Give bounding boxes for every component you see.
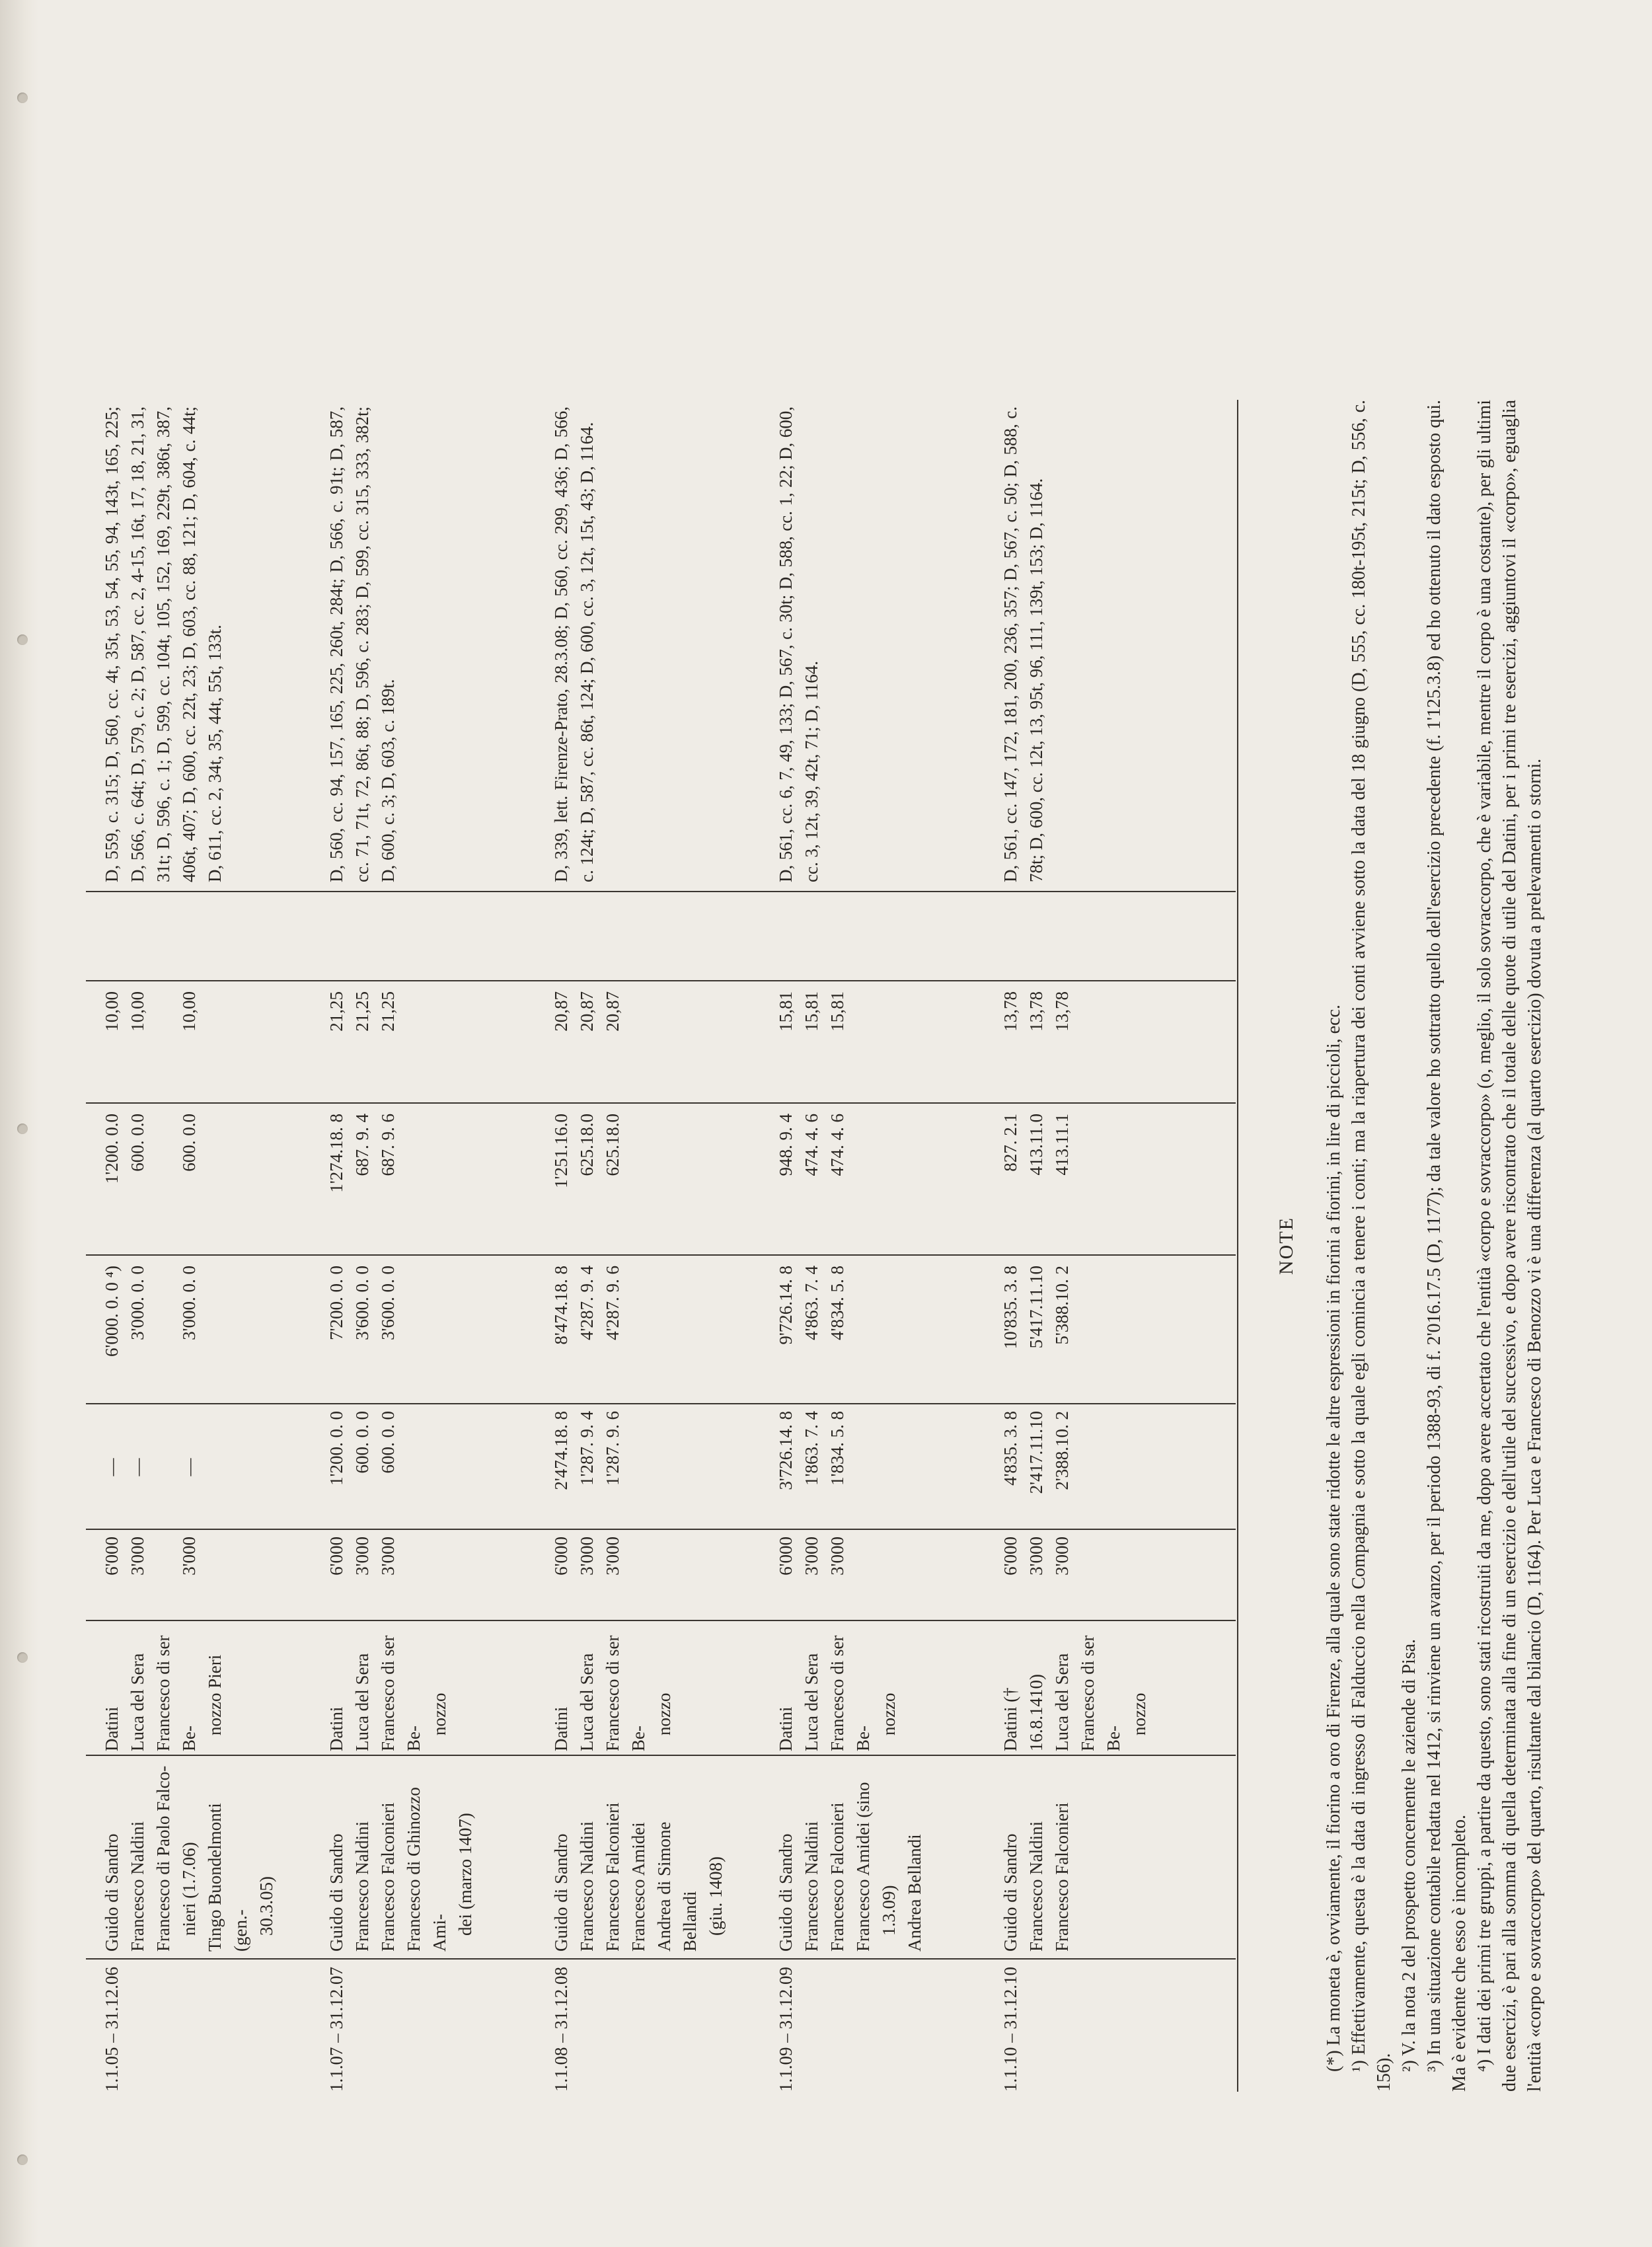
partner-name: Tingo Buondelmonti (gen.- — [205, 1803, 250, 1952]
value: 625.18.0 — [603, 1114, 622, 1176]
percent-column — [548, 991, 626, 1097]
value: 13,78 — [1026, 991, 1046, 1032]
note-item: ¹) Effettivamente, questa è la data di ingresso di Falduccio nella Compagnia e sotto la quale egli comincia a tenere i conti; ma la riapertura dei conti avviene sotto la data del 18 giugno (D, 555, cc. 180t-195t, 215t; D, 556, c. 156). — [1349, 400, 1394, 2092]
value: 3'000 — [827, 1537, 847, 1576]
role-name: nozzo — [430, 1693, 449, 1735]
utile-column — [324, 1114, 401, 1246]
note-item: ³) In una situazione contabile redatta nel 1412, si rinviene un avanzo, per il periodo 1388-93, di f. 2'016.17.5 (D, 1177); da tale valore ho sottratto quello dell'esercizio precedente (f. 1'125.3.8) ed ho ottenuto il dato esposto qui. Ma è evidente che esso è incompleto. — [1424, 400, 1470, 2092]
notes-heading: NOTE — [1275, 1217, 1297, 1275]
value: — — [102, 1458, 122, 1476]
value: 13,78 — [1000, 991, 1020, 1032]
binding-hole — [17, 2154, 28, 2165]
value: 474. 4. 6 — [802, 1114, 821, 1176]
source-references: D, 559, c. 315; D, 560, cc. 4t, 35t, 53, 54, 55, 94, 143t, 165, 225; D, 566, c. 64t; D, 579, c. 2; D, 587, cc. 2, 4-15, 16t, 17, 18, 21, 31, 31t; D, 596, c. 1; D, 599, cc. 104t, 105, 152, 169, 229t, 386t, 387, 406t, 407; D, 600, cc. 22t, 23; D, 603, cc. 88, 121; D, 604, c. 44t; D, 611, cc. 2, 34t, 35, 44t, 55t, 133t. — [102, 406, 225, 882]
value: 687. 9. 4 — [352, 1114, 372, 1176]
value: 2'388.10. 2 — [1052, 1411, 1072, 1490]
value: 6'000. 0. 0 ⁴) — [102, 1266, 122, 1357]
role-name: Francesco di ser Be- — [603, 1635, 648, 1751]
role-name: Luca del Sera — [352, 1653, 372, 1751]
value: 3'000 — [352, 1537, 372, 1576]
roles-list — [998, 1619, 1152, 1751]
partner-name: Francesco di Paolo Falco- — [153, 1765, 173, 1952]
value: 4'287. 9. 4 — [577, 1266, 597, 1340]
value: 15,81 — [802, 991, 821, 1032]
partner-name: nieri (1.7.06) — [179, 1842, 199, 1936]
partner-name: Andrea Bellandi — [905, 1834, 924, 1952]
column-rule — [86, 1254, 1236, 1256]
value: 20,87 — [577, 991, 597, 1032]
role-name: Datini († 16.8.1410) — [1000, 1674, 1046, 1751]
value: 3'000 — [179, 1537, 199, 1576]
value: 1'834. 5. 8 — [827, 1411, 847, 1486]
roles-list — [548, 1619, 677, 1751]
total-column — [99, 1266, 202, 1398]
role-name: Datini — [551, 1706, 571, 1751]
partner-name: Francesco Amidei — [628, 1822, 648, 1952]
value: 21,25 — [352, 991, 372, 1032]
value: 600. 0. 0 — [378, 1411, 398, 1474]
column-rule — [86, 1102, 1236, 1104]
value: 3'000 — [603, 1537, 622, 1576]
value: 1'287. 9. 6 — [603, 1411, 622, 1486]
partner-name: Francesco Naldini — [1026, 1821, 1046, 1952]
value: 600. 0.0 — [179, 1114, 199, 1172]
value: 6'000 — [326, 1537, 346, 1576]
role-name: nozzo — [1129, 1693, 1149, 1735]
notes-section — [1322, 400, 1548, 2092]
partner-name: 30.3.05) — [256, 1876, 276, 1936]
value: 10,00 — [179, 991, 199, 1032]
roles-list — [324, 1619, 453, 1751]
percent-column — [998, 991, 1075, 1097]
value: 6'000 — [551, 1537, 571, 1576]
value: 20,87 — [603, 991, 622, 1032]
value: 2'417.11.10 — [1026, 1411, 1046, 1494]
total-column — [998, 1266, 1075, 1398]
column-rule — [86, 980, 1236, 981]
value: 413.11.0 — [1026, 1114, 1046, 1176]
value: 7'200. 0. 0 — [326, 1266, 346, 1340]
role-name: Luca del Sera — [1052, 1653, 1072, 1751]
value: 1'863. 7. 4 — [802, 1411, 821, 1486]
value: 1'274.18. 8 — [326, 1114, 346, 1193]
partners-list — [773, 1760, 928, 1952]
value: 600. 0.0 — [128, 1114, 147, 1172]
column-rule — [86, 1958, 1236, 1960]
partner-name: Francesco Naldini — [802, 1821, 821, 1952]
period-label: 1.1.07 – 31.12.07 — [326, 1967, 346, 2092]
period-label: 1.1.09 – 31.12.09 — [776, 1967, 796, 2092]
roles-list — [773, 1619, 902, 1751]
partners-list — [998, 1760, 1075, 1952]
partners-list — [548, 1760, 729, 1952]
value: 3'000 — [1052, 1537, 1072, 1576]
note-item: ⁴) I dati dei primi tre gruppi, a partire da questo, sono stati ricostruiti da me, dopo avere accertato che l'entità «corpo e sovraccorpo» (o, meglio, il solo sovraccorpo, che è variabile, mentre il corpo è una costante), per gli ultimi due esercizi, è pari alla somma di quella determinata alla fine di un esercizio e dell'utile del successivo, e dopo avere riscontrato che il totale delle quote di utile del Datini, per i primi tre esercizi, aggiuntovi il «corpo», eguaglia l'entità «corpo e sovraccorpo» del quarto, risultante dal bilancio (D, 1164). Per Luca e Francesco di Benozzo vi è una differenza (al quarto esercizio) dovuta a prelevamenti o storni. — [1474, 400, 1545, 2092]
role-name: nozzo — [654, 1693, 674, 1735]
sovraccorpo-column — [773, 1411, 850, 1523]
binding-edge — [0, 0, 38, 2247]
binding-hole — [17, 93, 28, 103]
value: 15,81 — [776, 991, 796, 1032]
partner-name: Francesco Naldini — [577, 1821, 597, 1952]
partner-name: Francesco Falconieri — [1052, 1802, 1072, 1952]
partner-name: Guido di Sandro — [776, 1833, 796, 1952]
value: 4'287. 9. 6 — [603, 1266, 622, 1340]
partner-name: Francesco Naldini — [128, 1821, 147, 1952]
table-bottom-rule — [1237, 400, 1238, 2092]
value: 625.18.0 — [577, 1114, 597, 1176]
role-name: nozzo — [879, 1693, 899, 1735]
value: 3'726.14. 8 — [776, 1411, 796, 1490]
percent-column — [773, 991, 850, 1097]
role-name: nozzo Pieri — [205, 1654, 225, 1735]
value: 4'863. 7. 4 — [802, 1266, 821, 1340]
value: 4'835. 3. 8 — [1000, 1411, 1020, 1486]
partner-name: dei (marzo 1407) — [455, 1813, 475, 1936]
value: 3'000 — [378, 1537, 398, 1576]
value: 10,00 — [128, 991, 147, 1032]
column-rule — [86, 891, 1236, 892]
corpo-column — [99, 1537, 202, 1616]
sovraccorpo-column — [99, 1411, 202, 1523]
total-column — [773, 1266, 850, 1398]
value: 1'200. 0. 0 — [326, 1411, 346, 1486]
period-label: 1.1.08 – 31.12.08 — [551, 1967, 571, 2092]
role-name: Francesco di ser Be- — [1078, 1635, 1123, 1751]
role-name: Datini — [326, 1706, 346, 1751]
binding-hole — [17, 1652, 28, 1663]
role-name: Luca del Sera — [802, 1653, 821, 1751]
utile-column — [998, 1114, 1075, 1246]
value: 687. 9. 6 — [378, 1114, 398, 1176]
corpo-column — [998, 1537, 1075, 1616]
role-name: Francesco di ser Be- — [153, 1635, 199, 1751]
partner-name: Guido di Sandro — [102, 1833, 122, 1952]
partner-name: Francesco Amidei (sino — [853, 1782, 873, 1952]
value: 413.11.1 — [1052, 1114, 1072, 1176]
value: 2'474.18. 8 — [551, 1411, 571, 1490]
value: 10,00 — [102, 991, 122, 1032]
partners-list — [324, 1760, 478, 1952]
value: 3'000 — [577, 1537, 597, 1576]
binding-hole — [17, 634, 28, 645]
value: 3'000 — [1026, 1537, 1046, 1576]
value: 6'000 — [102, 1537, 122, 1576]
value: 1'251.16.0 — [551, 1114, 571, 1188]
partner-name: Guido di Sandro — [551, 1833, 571, 1952]
partner-name: 1.3.09) — [879, 1885, 899, 1936]
column-rule — [86, 1529, 1236, 1530]
partner-name: Francesco Falconieri — [603, 1802, 622, 1952]
partner-name: Guido di Sandro — [326, 1833, 346, 1952]
value: 3'000 — [128, 1537, 147, 1576]
percent-column — [99, 991, 202, 1097]
value: 600. 0. 0 — [352, 1411, 372, 1474]
value: 21,25 — [326, 991, 346, 1032]
value: 15,81 — [827, 991, 847, 1032]
value: 1'200. 0.0 — [102, 1114, 122, 1184]
source-references: D, 561, cc. 147, 172, 181, 200, 236, 357; D, 567, c. 50; D, 588, c. 78t; D, 600, cc. 12t, 13, 95t, 96, 111, 139t, 153; D, 1164. — [1000, 406, 1046, 882]
value: 13,78 — [1052, 991, 1072, 1032]
column-rule — [86, 1403, 1236, 1404]
note-item: ²) V. la nota 2 del prospetto concernente le aziende di Pisa. — [1399, 1638, 1419, 2072]
binding-hole — [17, 1124, 28, 1134]
value: 948. 9. 4 — [776, 1114, 796, 1176]
partners-list — [99, 1760, 280, 1952]
source-references: D, 560, cc. 94, 157, 165, 225, 260t, 284t; D, 566, c. 91t; D, 587, cc. 71, 71t, 72, 86t, 88; D, 596, c. 283; D, 599, cc. 315, 333, 382t; D, 600, c. 3; D, 603, c. 189t. — [326, 406, 398, 882]
value: 10'835. 3. 8 — [1000, 1266, 1020, 1350]
period-label: 1.1.05 – 31.12.06 — [102, 1967, 122, 2092]
value: 474. 4. 6 — [827, 1114, 847, 1176]
source-references: D, 339, lett. Firenze-Prato, 28.3.08; D, 560, cc. 299, 436; D, 566, c. 124t; D, 587, cc. 86t, 124; D, 600, cc. 3, 12t, 15t, 43; D, 1164. — [551, 406, 597, 882]
corpo-column — [548, 1537, 626, 1616]
value: 3'000 — [802, 1537, 821, 1576]
value: 6'000 — [776, 1537, 796, 1576]
role-name: Datini — [776, 1706, 796, 1751]
partner-name: Francesco Naldini — [352, 1821, 372, 1952]
role-name: Luca del Sera — [577, 1653, 597, 1751]
sovraccorpo-column — [548, 1411, 626, 1523]
partner-name: (giu. 1408) — [706, 1856, 726, 1936]
total-column — [548, 1266, 626, 1398]
value: 3'600. 0. 0 — [352, 1266, 372, 1340]
value: 1'287. 9. 4 — [577, 1411, 597, 1486]
percent-column — [324, 991, 401, 1097]
value: — — [179, 1458, 199, 1476]
partner-name: Andrea di Simone Bellandi — [654, 1821, 700, 1952]
value: 3'600. 0. 0 — [378, 1266, 398, 1340]
sovraccorpo-column — [324, 1411, 401, 1523]
partner-name: Francesco di Ghinozzo Ami- — [404, 1787, 449, 1952]
role-name: Francesco di ser Be- — [827, 1635, 873, 1751]
utile-column — [99, 1114, 202, 1246]
value: 8'474.18. 8 — [551, 1266, 571, 1345]
value: 3'000. 0. 0 — [128, 1266, 147, 1340]
value: 5'417.11.10 — [1026, 1266, 1046, 1349]
source-references: D, 561, cc. 6, 7, 49, 133; D, 567, c. 30t; D, 588, cc. 1, 22; D, 600, cc. 3, 12t, 39, 42t, 71; D, 1164. — [776, 406, 821, 882]
role-name: Luca del Sera — [128, 1653, 147, 1751]
value: 3'000. 0. 0 — [179, 1266, 199, 1340]
value: 21,25 — [378, 991, 398, 1032]
value: 827. 2.1 — [1000, 1114, 1020, 1172]
partner-name: Guido di Sandro — [1000, 1833, 1020, 1952]
partner-name: Francesco Falconieri — [378, 1802, 398, 1952]
role-name: Datini — [102, 1706, 122, 1751]
corpo-column — [324, 1537, 401, 1616]
role-name: Francesco di ser Be- — [378, 1635, 424, 1751]
value: 9'726.14. 8 — [776, 1266, 796, 1345]
total-column — [324, 1266, 401, 1398]
sovraccorpo-column — [998, 1411, 1075, 1523]
note-item: (*) La moneta è, ovviamente, il fiorino a oro di Firenze, alla quale sono state ridotte le altre espressioni in fiorini a fiorini, in lire di piccioli, ecc. — [1324, 1005, 1344, 2072]
period-label: 1.1.10 – 31.12.10 — [1000, 1967, 1020, 2092]
column-rule — [86, 1755, 1236, 1756]
utile-column — [548, 1114, 626, 1246]
corpo-column — [773, 1537, 850, 1616]
value: 6'000 — [1000, 1537, 1020, 1576]
roles-list — [99, 1619, 228, 1751]
partner-name: Francesco Falconieri — [827, 1802, 847, 1952]
value: — — [128, 1458, 147, 1476]
rotated-table-page — [86, 63, 1586, 2112]
value: 4'834. 5. 8 — [827, 1266, 847, 1340]
value: 5'388.10. 2 — [1052, 1266, 1072, 1345]
value: 20,87 — [551, 991, 571, 1032]
utile-column — [773, 1114, 850, 1246]
